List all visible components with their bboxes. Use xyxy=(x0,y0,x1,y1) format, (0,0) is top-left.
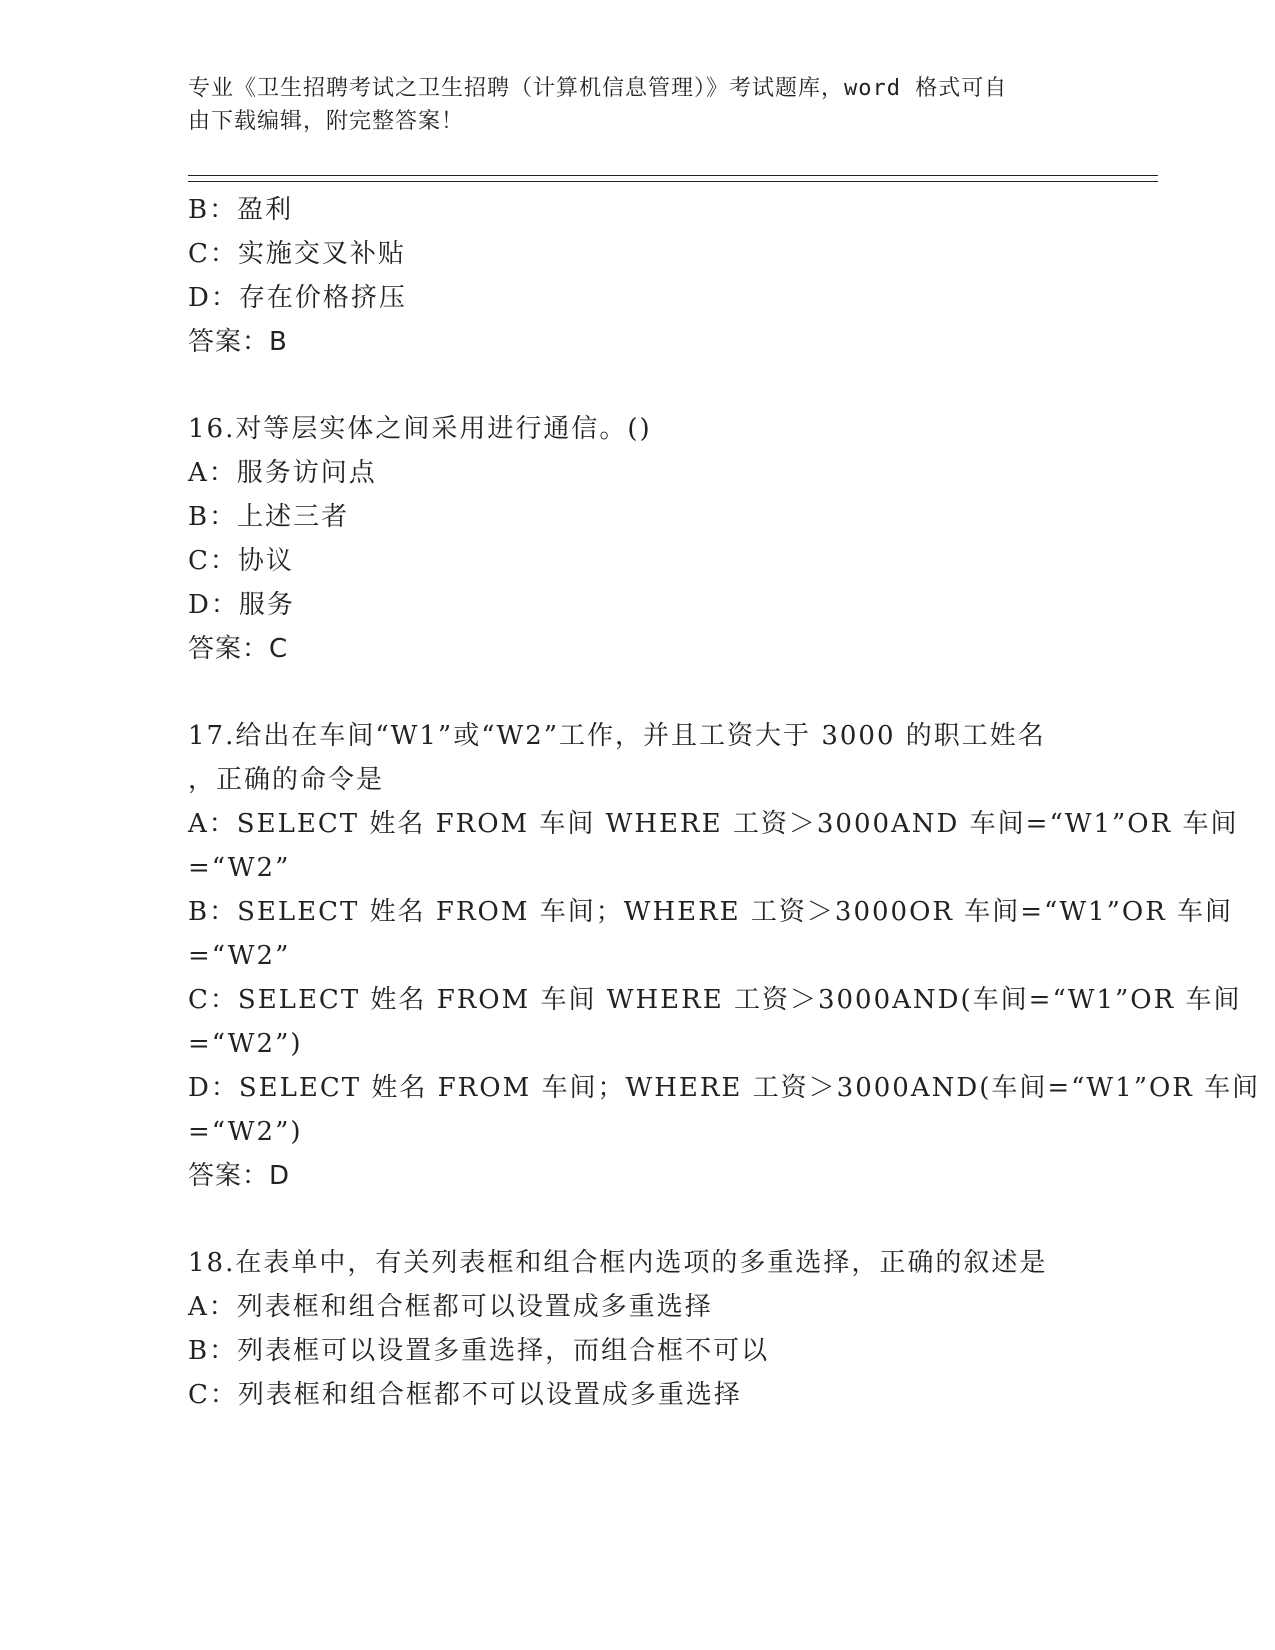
option-c: C：列表框和组合框都不可以设置成多重选择 xyxy=(188,1380,742,1410)
option-b-line-1: B：SELECT 姓名 FROM 车间；WHERE 工资＞3000OR 车间=“W1”OR 车间 xyxy=(188,897,1234,927)
header-line-1: 专业《卫生招聘考试之卫生招聘（计算机信息管理）》考试题库，word 格式可自 xyxy=(188,76,1008,101)
answer: 答案：D xyxy=(188,1161,291,1191)
option-c: C：实施交叉补贴 xyxy=(188,239,406,269)
option-c: C：协议 xyxy=(188,546,294,576)
option-d-line-2: =“W2”) xyxy=(188,1117,303,1147)
option-a-line-1: A：SELECT 姓名 FROM 车间 WHERE 工资＞3000AND 车间=“W1”OR 车间 xyxy=(188,809,1239,839)
option-a: A：服务访问点 xyxy=(188,458,377,488)
option-b: B：盈利 xyxy=(188,195,294,225)
header-line-2: 由下载编辑，附完整答案！ xyxy=(188,109,465,134)
document-header xyxy=(188,72,1068,138)
answer: 答案：B xyxy=(188,327,288,357)
option-c-line-1: C：SELECT 姓名 FROM 车间 WHERE 工资＞3000AND(车间=“W1”OR 车间 xyxy=(188,985,1242,1015)
option-d: D：服务 xyxy=(188,590,295,620)
option-d-line-1: D：SELECT 姓名 FROM 车间；WHERE 工资＞3000AND(车间=“W1”OR 车间 xyxy=(188,1073,1261,1103)
option-c-line-2: =“W2”) xyxy=(188,1029,303,1059)
question-text: 16.对等层实体之间采用进行通信。() xyxy=(188,414,652,444)
question-text-line-1: 17.给出在车间“W1”或“W2”工作，并且工资大于 3000 的职工姓名 xyxy=(188,721,1046,751)
option-d: D：存在价格挤压 xyxy=(188,283,407,313)
option-a: A：列表框和组合框都可以设置成多重选择 xyxy=(188,1292,713,1322)
option-a-line-2: =“W2” xyxy=(188,853,291,883)
option-b: B：上述三者 xyxy=(188,502,350,532)
option-b: B：列表框可以设置多重选择，而组合框不可以 xyxy=(188,1336,770,1366)
question-text-line-2: ，正确的命令是 xyxy=(188,765,385,795)
answer: 答案：C xyxy=(188,634,289,664)
question-text: 18.在表单中，有关列表框和组合框内选项的多重选择，正确的叙述是 xyxy=(188,1248,1048,1278)
header-rule-bottom xyxy=(188,181,1158,182)
header-rule-top xyxy=(188,175,1158,176)
option-b-line-2: =“W2” xyxy=(188,941,291,971)
